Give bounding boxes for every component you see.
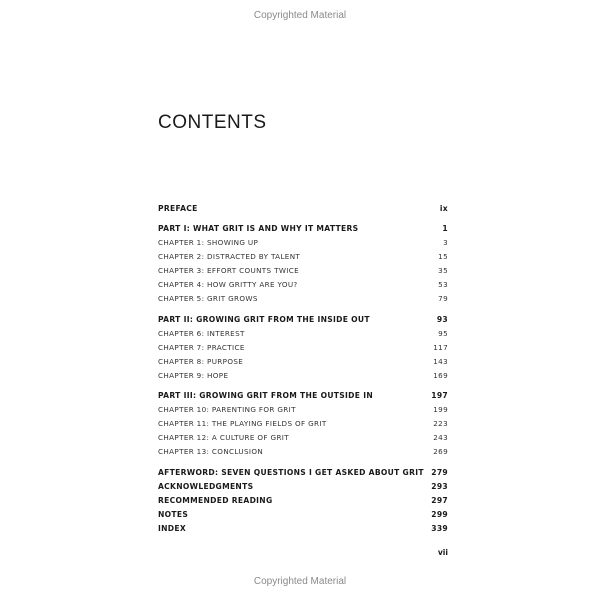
toc-entry-page: 293 — [431, 482, 448, 491]
toc-entry-title: CHAPTER 1: SHOWING UP — [158, 238, 259, 247]
toc-entry — [158, 223, 448, 235]
toc-entry-page: 243 — [433, 433, 448, 442]
toc-entry-page: ix — [439, 204, 448, 213]
toc-entry — [158, 495, 448, 507]
toc-entry — [158, 356, 448, 368]
toc-entry-title: PART I: WHAT GRIT IS AND WHY IT MATTERS — [158, 224, 359, 233]
toc-entry-page: 339 — [431, 524, 448, 533]
toc-entry-page: 53 — [438, 280, 448, 289]
toc-entry — [158, 418, 448, 430]
toc-entry-title: RECOMMENDED READING — [158, 496, 273, 505]
watermark-bottom: Copyrighted Material — [253, 576, 347, 587]
toc-entry-title: CHAPTER 8: PURPOSE — [158, 357, 244, 366]
toc-entry-title: CHAPTER 5: GRIT GROWS — [158, 294, 258, 303]
page-title: CONTENTS — [158, 112, 267, 133]
toc-entry — [158, 293, 448, 305]
toc-entry-page: 95 — [438, 329, 448, 338]
toc-entry — [158, 314, 448, 326]
toc-entry — [158, 328, 448, 340]
toc-entry-page: 223 — [433, 419, 448, 428]
page-number: vii — [437, 548, 448, 557]
toc-entry — [158, 509, 448, 521]
watermark-top: Copyrighted Material — [253, 10, 347, 21]
toc-entry — [158, 446, 448, 458]
toc-entry-page: 79 — [438, 294, 448, 303]
toc-entry-title: ACKNOWLEDGMENTS — [158, 482, 254, 491]
toc-entry-title: NOTES — [158, 510, 189, 519]
toc-entry-title: CHAPTER 7: PRACTICE — [158, 343, 245, 352]
toc-entry — [158, 467, 448, 479]
toc-entry-page: 117 — [433, 343, 448, 352]
toc-entry-page: 143 — [433, 357, 448, 366]
toc-entry-title: CHAPTER 9: HOPE — [158, 371, 229, 380]
toc-entry-page: 169 — [433, 371, 448, 380]
toc-entry — [158, 251, 448, 263]
toc-entry — [158, 404, 448, 416]
toc-entry — [158, 390, 448, 402]
toc-entry-page: 3 — [443, 238, 448, 247]
toc-entry — [158, 279, 448, 291]
toc-entry — [158, 265, 448, 277]
toc-entry-page: 279 — [431, 468, 448, 477]
toc-entry-title: CHAPTER 4: HOW GRITTY ARE YOU? — [158, 280, 298, 289]
toc-entry — [158, 523, 448, 535]
toc-entry-title: CHAPTER 6: INTEREST — [158, 329, 245, 338]
toc-entry — [158, 342, 448, 354]
toc-entry-page: 199 — [433, 405, 448, 414]
toc-entry-title: CHAPTER 11: THE PLAYING FIELDS OF GRIT — [158, 419, 327, 428]
toc-entry-page: 269 — [433, 447, 448, 456]
toc-entry-title: CHAPTER 2: DISTRACTED BY TALENT — [158, 252, 301, 261]
toc-entry — [158, 432, 448, 444]
toc-entry — [158, 370, 448, 382]
toc-entry-page: 15 — [438, 252, 448, 261]
toc-entry — [158, 481, 448, 493]
toc-entry-page: 299 — [431, 510, 448, 519]
toc-entry-title: PREFACE — [158, 204, 198, 213]
toc-entry-title: PART II: GROWING GRIT FROM THE INSIDE OUT — [158, 315, 370, 324]
toc-entry-title: AFTERWORD: SEVEN QUESTIONS I GET ASKED ABOUT GRIT — [158, 468, 424, 477]
toc-entry-page: 297 — [431, 496, 448, 505]
toc-entry-page: 197 — [431, 391, 448, 400]
toc-entry — [158, 237, 448, 249]
toc-entry-page: 93 — [436, 315, 448, 324]
toc-entry-title: CHAPTER 13: CONCLUSION — [158, 447, 264, 456]
toc-entry-title: CHAPTER 3: EFFORT COUNTS TWICE — [158, 266, 300, 275]
toc-entry-page: 35 — [438, 266, 448, 275]
toc-entry-title: CHAPTER 10: PARENTING FOR GRIT — [158, 405, 296, 414]
toc-entry-title: PART III: GROWING GRIT FROM THE OUTSIDE IN — [158, 391, 373, 400]
toc-entry-title: INDEX — [158, 524, 187, 533]
toc-entry-title: CHAPTER 12: A CULTURE OF GRIT — [158, 433, 290, 442]
toc-entry — [158, 203, 448, 215]
toc-entry-page: 1 — [442, 224, 448, 233]
